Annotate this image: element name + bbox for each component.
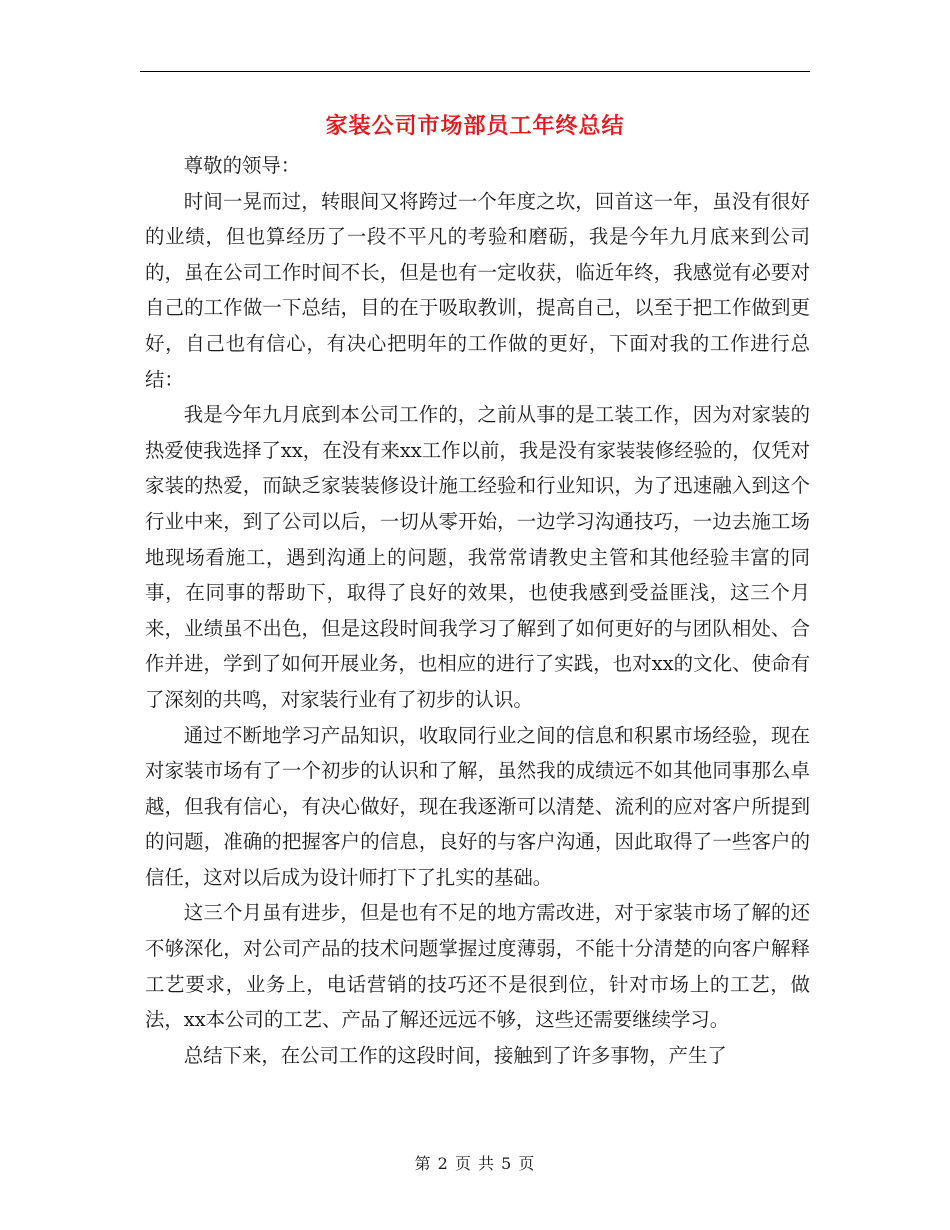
body-paragraph: 这三个月虽有进步，但是也有不足的地方需改进，对于家装市场了解的还不够深化，对公司产品的技术问题掌握过度薄弱，不能十分清楚的向客户解释工艺要求，业务上，电话营销的技巧还不是很到位，针对市场上的工艺，做法，xx本公司的工艺、产品了解还远远不够，这些还需要继续学习。	[145, 901, 810, 1032]
salutation: 尊敬的领导：	[183, 154, 301, 177]
document-title: 家装公司市场部员工年终总结	[325, 113, 625, 139]
body-paragraph: 通过不断地学习产品知识，收取同行业之间的信息和积累市场经验，现在对家装市场有了一个初步的认识和了解，虽然我的成绩远不如其他同事那么卓越，但我有信心，有决心做好，现在我逐渐可以清楚、流利的应对客户所提到的问题，准确的把握客户的信息，良好的与客户沟通，因此取得了一些客户的信任，这对以后成为设计师打下了扎实的基础。	[145, 723, 810, 889]
body-paragraph: 时间一晃而过，转眼间又将跨过一个年度之坎，回首这一年，虽没有很好的业绩，但也算经历了一段不平凡的考验和磨砺，我是今年九月底来到公司的，虽在公司工作时间不长，但是也有一定收获，临近年终，我感觉有必要对自己的工作做一下总结，目的在于吸取教训，提高自己，以至于把工作做到更好，自己也有信心，有决心把明年的工作做的更好，下面对我的工作进行总结：	[145, 189, 810, 391]
body-paragraph: 总结下来，在公司工作的这段时间，接触到了许多事物，产生了	[183, 1043, 727, 1067]
page-number: 第 2 页 共 5 页	[414, 1154, 536, 1173]
document-body	[145, 148, 810, 1073]
body-paragraph: 我是今年九月底到本公司工作的，之前从事的是工装工作，因为对家装的热爱使我选择了xx，在没有来xx工作以前，我是没有家装装修经验的，仅凭对家装的热爱，而缺乏家装装修设计施工经验和行业知识，为了迅速融入到这个行业中来，到了公司以后，一切从零开始，一边学习沟通技巧，一边去施工场地现场看施工，遇到沟通上的问题，我常常请教史主管和其他经验丰富的同事，在同事的帮助下，取得了良好的效果，也使我感到受益匪浅，这三个月来，业绩虽不出色，但是这段时间我学习了解到了如何更好的与团队相处、合作并进，学到了如何开展业务，也相应的进行了实践，也对xx的文化、使命有了深刻的共鸣，对家装行业有了初步的认识。	[145, 403, 810, 711]
header-rule	[140, 71, 810, 72]
